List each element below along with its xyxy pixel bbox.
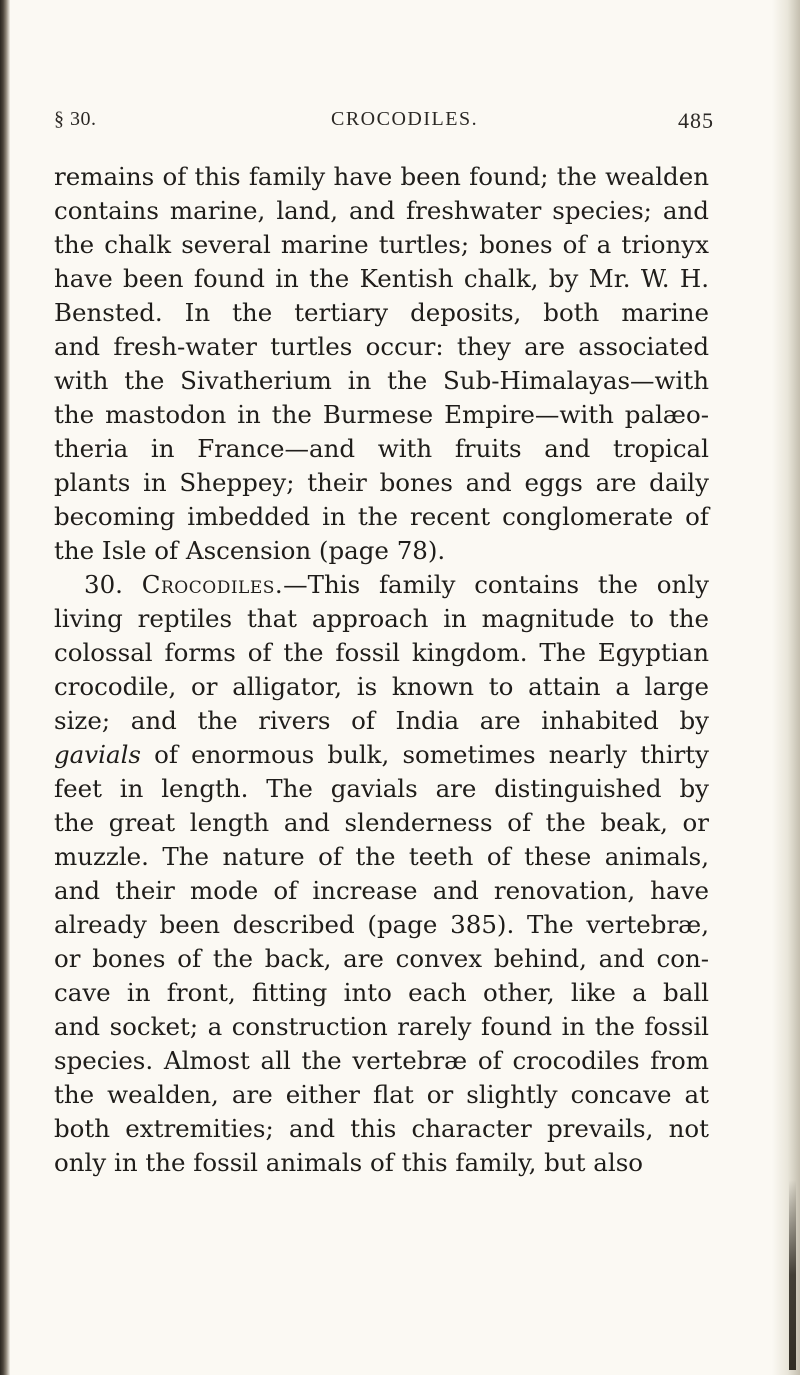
- text-line: remains of this family have been found; the wealden: [54, 162, 709, 191]
- text-line: size; and the rivers of India are inhabited by: [54, 706, 709, 735]
- paragraph-crocodiles: [54, 568, 709, 1180]
- text-line: or bones of the back, are convex behind, and con-: [54, 944, 709, 973]
- running-head: [54, 108, 764, 148]
- page-right-binding: [789, 1180, 796, 1370]
- text-line: becoming imbedded in the recent conglomerate of: [54, 502, 709, 531]
- text-line: plants in Sheppey; their bones and eggs are daily: [54, 468, 709, 497]
- text-line: the wealden, are either flat or slightly concave at: [54, 1080, 709, 1109]
- paragraph-continuation: [54, 160, 709, 568]
- chapter-title: CROCODILES.: [331, 108, 479, 130]
- text-line: muzzle. The nature of the teeth of these animals,: [54, 842, 709, 871]
- text-line: cave in front, fitting into each other, like a ball: [54, 978, 709, 1007]
- text-line: with the Sivatherium in the Sub-Himalayas—with: [54, 366, 709, 395]
- text-line: and socket; a construction rarely found in the fossil: [54, 1012, 709, 1041]
- body-text: [54, 160, 709, 1180]
- section-heading-line: [54, 568, 709, 602]
- text-line: already been described (page 385). The vertebræ,: [54, 910, 709, 939]
- section-number: § 30.: [54, 108, 97, 130]
- text-line: species. Almost all the vertebræ of crocodiles from: [54, 1046, 709, 1075]
- text-line: contains marine, land, and freshwater species; and: [54, 196, 709, 225]
- text-line: feet in length. The gavials are distinguished by: [54, 774, 709, 803]
- text-line: Bensted. In the tertiary deposits, both marine: [54, 298, 709, 327]
- section-heading: Crocodiles.: [141, 570, 284, 599]
- text-line: and their mode of increase and renovation, have: [54, 876, 709, 905]
- gavials-line-text: of enormous bulk, sometimes nearly thirty: [140, 740, 709, 769]
- text-line: the mastodon in the Burmese Empire—with palæo-: [54, 400, 709, 429]
- gavials-term: gavials: [54, 740, 141, 769]
- book-page: [54, 108, 764, 1180]
- text-line: and fresh-water turtles occur: they are associated: [54, 332, 709, 361]
- text-line: crocodile, or alligator, is known to attain a large: [54, 672, 709, 701]
- text-line: both extremities; and this character prevails, not: [54, 1114, 709, 1143]
- heading-line-text: —This family contains the only: [283, 570, 709, 599]
- paragraph-number: 30.: [84, 570, 123, 599]
- text-line: only in the fossil animals of this family, but also: [54, 1148, 644, 1177]
- text-line: theria in France—and with fruits and tropical: [54, 434, 709, 463]
- text-line: colossal forms of the fossil kingdom. The Egyptian: [54, 638, 709, 667]
- text-line: have been found in the Kentish chalk, by Mr. W. H.: [54, 264, 709, 293]
- text-line: the chalk several marine turtles; bones of a trionyx: [54, 230, 709, 259]
- page-number: 485: [678, 108, 714, 133]
- page-right-shadow: [772, 0, 800, 1375]
- page-binding-edge: [0, 0, 10, 1375]
- text-line-gavials: [54, 738, 709, 772]
- text-line: the Isle of Ascension (page 78).: [54, 536, 446, 565]
- text-line: the great length and slenderness of the beak, or: [54, 808, 709, 837]
- text-line: living reptiles that approach in magnitude to the: [54, 604, 709, 633]
